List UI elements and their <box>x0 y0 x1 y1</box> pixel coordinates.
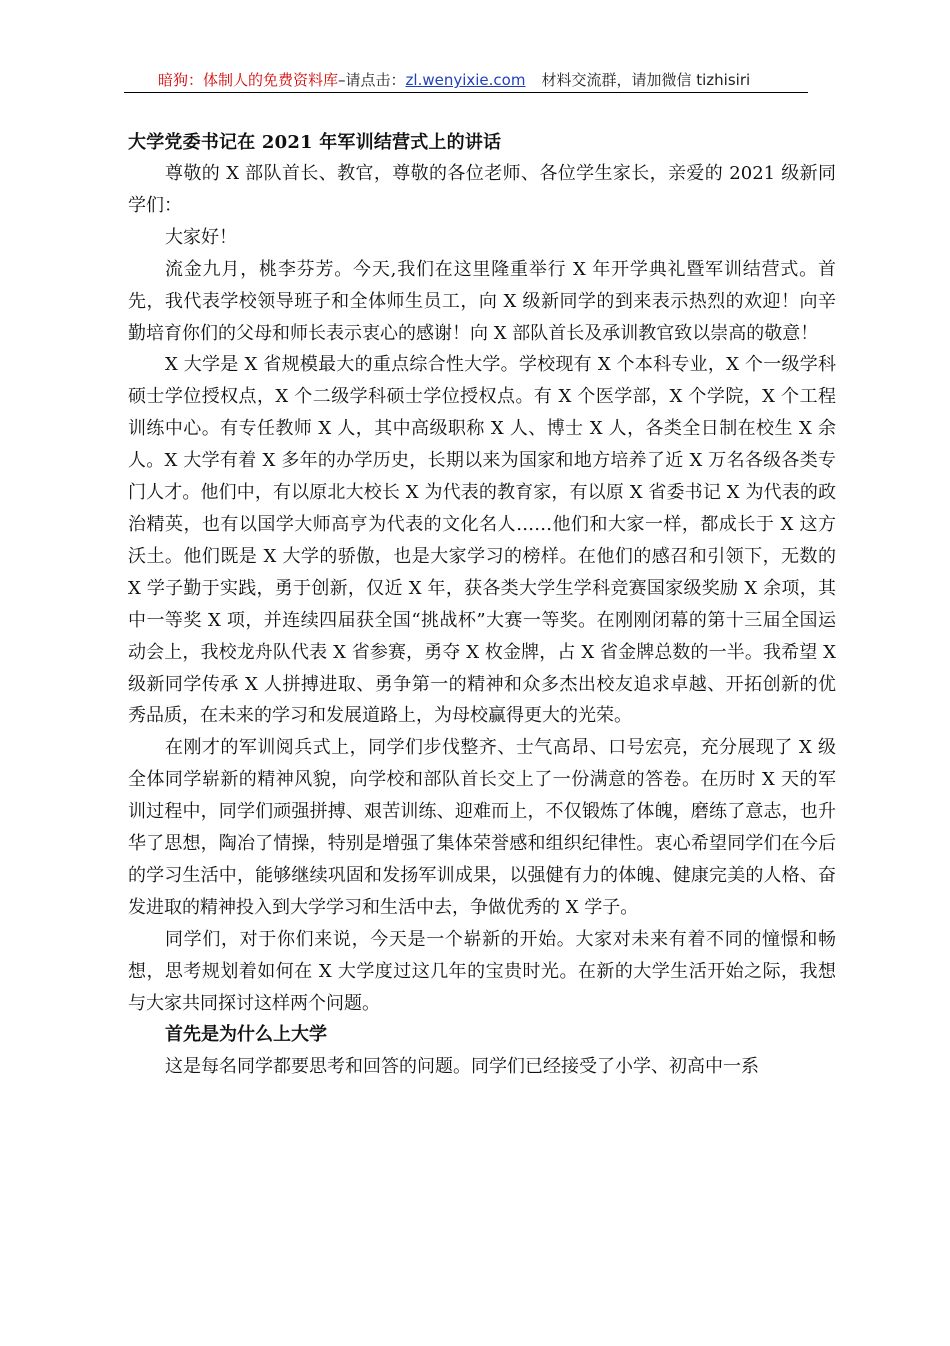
paragraph-greeting: 大家好！ <box>165 226 237 248</box>
paragraph-welcome: 流金九月，桃李芬芳。今天,我们在这里隆重举行 X 年开学典礼暨军训结营式。首先，我代表学校领导班子和全体师生员工，向 X 级新同学的到来表示热烈的欢迎！向辛勤培育你们的父母和师长表示衷心的感谢！向 X 部队首长及承训教官致以崇高的敬意！ <box>128 258 836 344</box>
page-header <box>124 70 808 93</box>
paragraph-military-training: 在刚才的军训阅兵式上，同学们步伐整齐、士气高昂、口号宏亮，充分展现了 X 级全体同学崭新的精神风貌，向学校和部队首长交上了一份满意的答卷。在历时 X 天的军训过程中，同学们顽强拼搏、艰苦训练、迎难而上，不仅锻炼了体魄，磨练了意志，也升华了思想，陶冶了情操，特别是增强了集体荣誉感和组织纪律性。衷心希望同学们在今后的学习生活中，能够继续巩固和发扬军训成果，以强健有力的体魄、健康完美的人格、奋发进取的精神投入到大学学习和生活中去，争做优秀的 X 学子。 <box>128 737 836 918</box>
paragraph-university-intro: X 大学是 X 省规模最大的重点综合性大学。学校现有 X 个本科专业，X 个一级学科硕士学位授权点，X 个二级学科硕士学位授权点。有 X 个医学部，X 个学院，X 个工程训练中心。有专任教师 X 人，其中高级职称 X 人、博士 X 人，各类全日制在校生 X 余人。X 大学有着 X 多年的办学历史，长期以来为国家和地方培养了近 X 万名各级各类专门人才。他们中，有以原北大校长 X 为代表的教育家，有以原 X 省委书记 X 为代表的政治精英，也有以国学大师高亨为代表的文化名人……他们和大家一样，都成长于 X 这方沃土。他们既是 X 大学的骄傲，也是大家学习的榜样。在他们的感召和引领下，无数的 X 学子勤于实践，勇于创新，仅近 X 年，获各类大学生学科竞赛国家级奖励 X 余项，其中一等奖 X 项，并连续四届获全国“挑战杯”大赛一等奖。在刚刚闭幕的第十三届全国运动会上，我校龙舟队代表 X 省参赛，勇夺 X 枚金牌，占 X 省金牌总数的一半。我希望 X 级新同学传承 X 人拼搏进取、勇争第一的精神和众多杰出校友追求卓越、开拓创新的优秀品质，在未来的学习和发展道路上，为母校赢得更大的光荣。 <box>128 354 836 727</box>
header-brand: 暗狗：体制人的免费资料库 <box>158 71 339 89</box>
document-title: 大学党委书记在 2021 年军训结营式上的讲话 <box>128 132 502 153</box>
header-contact: 材料交流群，请加微信 tizhisiri <box>541 71 751 89</box>
paragraph-why-university: 这是每名同学都要思考和回答的问题。同学们已经接受了小学、初高中一系 <box>165 1056 759 1078</box>
section-subheading: 首先是为什么上大学 <box>165 1024 327 1046</box>
header-link[interactable]: zl.wenyixie.com <box>405 71 526 89</box>
paragraph-new-beginning: 同学们，对于你们来说，今天是一个崭新的开始。大家对未来有着不同的憧憬和畅想，思考规划着如何在 X 大学度过这几年的宝贵时光。在新的大学生活开始之际，我想与大家共同探讨这样两个问题。 <box>128 928 836 1014</box>
document-body <box>128 128 836 1083</box>
header-prompt: –请点击： <box>338 71 406 89</box>
header-line <box>158 70 750 90</box>
paragraph-salutation: 尊敬的 X 部队首长、教官，尊敬的各位老师、各位学生家长，亲爱的 2021 级新同学们： <box>128 163 836 216</box>
